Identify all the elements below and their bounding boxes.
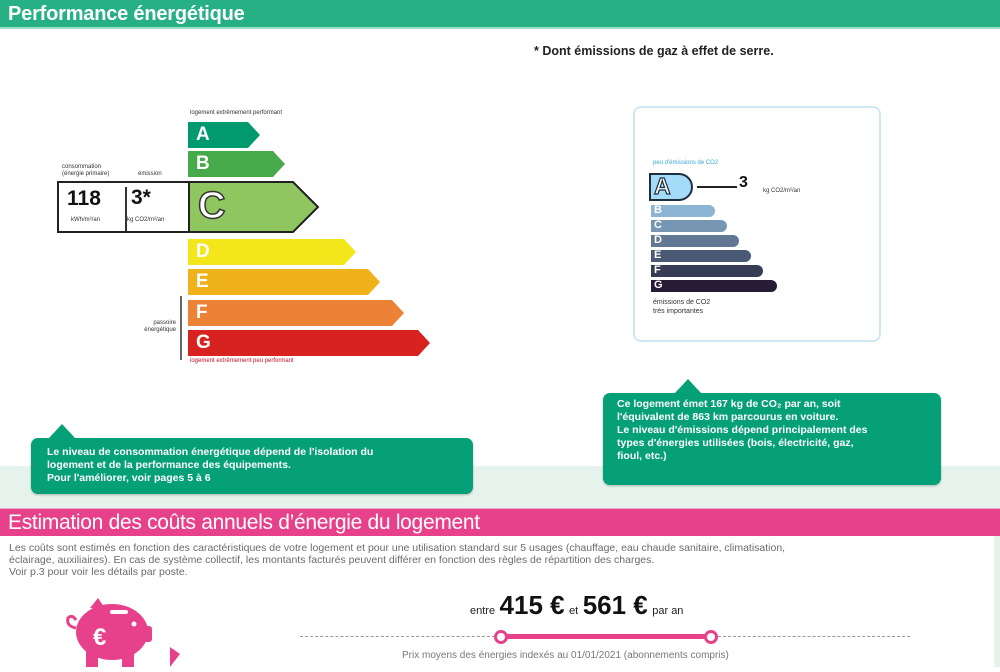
consumption-value: 118 xyxy=(67,187,101,210)
co2-pointer-line xyxy=(697,186,737,188)
range-min-marker xyxy=(494,630,508,644)
co2-class-g: G xyxy=(651,280,777,292)
energy-class-b: B xyxy=(188,151,285,177)
range-dotted-left xyxy=(300,636,500,637)
consumption-unit: kWh/m²/an xyxy=(71,217,101,223)
energy-class-g: G xyxy=(188,330,430,356)
energy-info-bubble: Le niveau de consommation énergétique dépend de l'isolation du logement et de la performance des équipements. Pour l'améliorer, voir pages 5 à 6 xyxy=(31,438,473,494)
emission-value: 3* xyxy=(131,186,151,209)
passoire-bracket xyxy=(180,296,182,360)
co2-class-b: B xyxy=(651,205,715,217)
co2-class-a-current: A xyxy=(649,173,697,201)
energy-value-box xyxy=(57,181,190,233)
emissions-footnote: * Dont émissions de gaz à effet de serre. xyxy=(534,44,774,58)
cost-min: 415 € xyxy=(499,590,565,620)
costs-title: Estimation des coûts annuels d’énergie du logement xyxy=(8,511,480,534)
cost-range-slider xyxy=(300,630,910,644)
energy-class-a: A xyxy=(188,122,260,148)
svg-text:€: € xyxy=(93,624,107,651)
co2-info-bubble: Ce logement émet 167 kg de CO₂ par an, soit l'équivalent de 863 km parcourus en voiture. Le niveau d'émissions dépend principalement des types d'énergies utilisées (bois, électricité, gaz, fioul, etc.) xyxy=(603,393,941,485)
section-header-costs xyxy=(0,508,1000,536)
co2-top-label: peu d'émissions de CO2 xyxy=(653,160,719,166)
costs-description: Les coûts sont estimés en fonction des caractéristiques de votre logement et pour une utilisation standard sur 5 usages (chauffage, eau chaude sanitaire, climatisation, éclairage, auxiliaires). En cas de système collectif, les montants facturés peuvent différer en fonction des règles de répartition des charges. Voir p.3 pour voir les détails par poste. xyxy=(9,542,786,578)
cost-prefix: entre xyxy=(470,605,496,617)
passoire-label: passoire énergétique xyxy=(144,320,176,333)
scale-bottom-label: logement extrêmement peu performant xyxy=(190,358,294,364)
co2-class-c: C xyxy=(651,220,727,232)
co2-unit: kg CO2/m²/an xyxy=(763,188,801,194)
section-title: Performance énergétique xyxy=(8,3,245,25)
energy-class-e: E xyxy=(188,269,380,295)
cost-range xyxy=(470,590,683,621)
range-max-marker xyxy=(704,630,718,644)
energy-class-f: F xyxy=(188,300,404,326)
emission-label: émission xyxy=(138,171,162,177)
emission-unit: kg CO2/m²/an xyxy=(127,217,165,223)
energy-class-c-current: C xyxy=(188,181,320,233)
cost-connector: et xyxy=(569,605,579,617)
co2-bottom-label: émissions de CO2 très importantes xyxy=(653,299,711,315)
piggy-bank-icon xyxy=(60,592,180,667)
co2-class-f: F xyxy=(651,265,763,277)
co2-value: 3 xyxy=(739,174,748,191)
range-bar xyxy=(502,634,712,639)
range-dotted-right xyxy=(718,636,910,637)
energy-class-d: D xyxy=(188,239,356,265)
co2-class-d: D xyxy=(651,235,739,247)
divider xyxy=(125,187,127,231)
consumption-label: consommation (énergie primaire) xyxy=(62,164,110,177)
price-note: Prix moyens des énergies indexés au 01/01/2021 (abonnements compris) xyxy=(402,650,729,661)
right-edge-band xyxy=(994,536,1000,667)
scale-top-label: logement extrêmement performant xyxy=(190,110,283,116)
section-header-performance xyxy=(0,0,1000,29)
cost-max: 561 € xyxy=(582,590,648,620)
co2-scale-card xyxy=(633,106,881,342)
co2-class-e: E xyxy=(651,250,751,262)
cost-suffix: par an xyxy=(652,605,684,617)
